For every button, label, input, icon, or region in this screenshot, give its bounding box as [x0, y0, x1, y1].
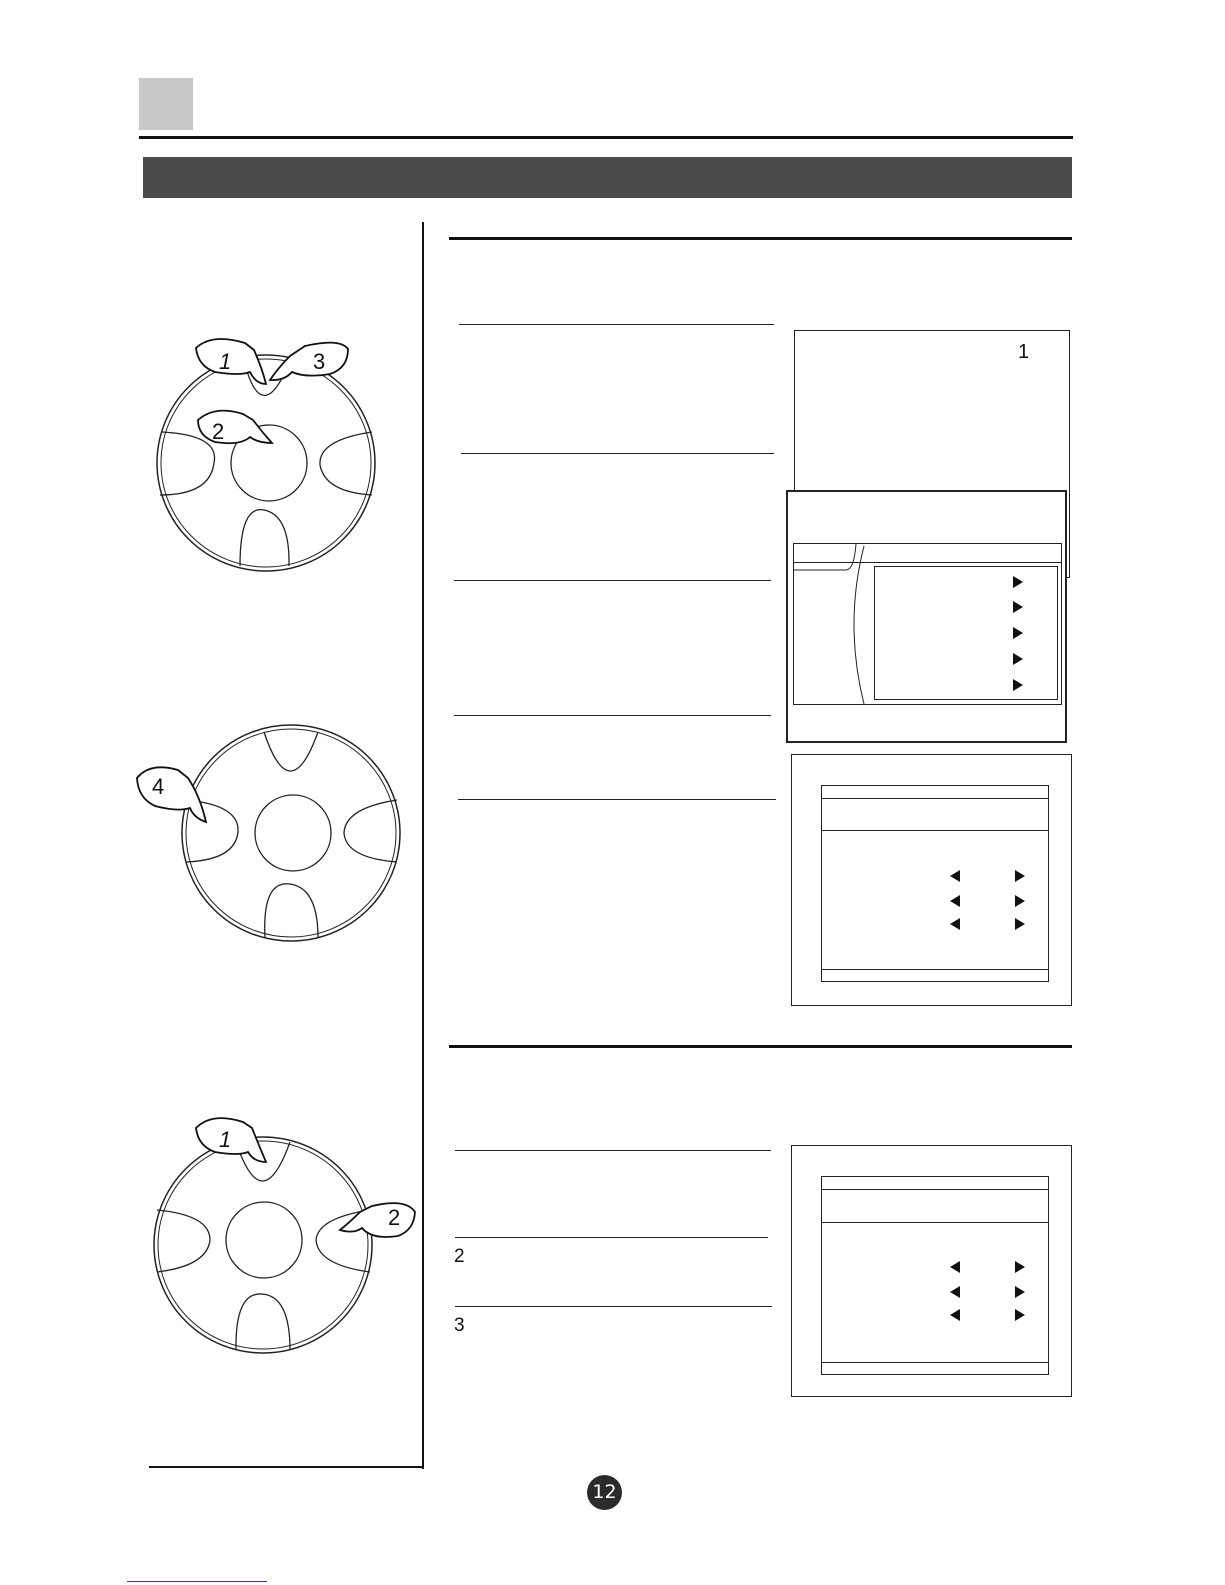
hand-pointer-icon — [340, 1203, 415, 1237]
hand-label: 4 — [152, 774, 165, 799]
page-number-badge: 12 — [587, 1475, 622, 1510]
panel-divider — [822, 1362, 1048, 1363]
right-arrow-icon[interactable] — [1015, 870, 1025, 882]
remote-diagram-1 — [150, 330, 390, 580]
step-rule — [455, 1237, 768, 1238]
section-2-rule — [449, 1045, 1072, 1048]
right-arrow-icon[interactable] — [1015, 1309, 1025, 1321]
section-banner — [143, 157, 1072, 198]
remote-diagram-2 — [130, 720, 405, 950]
adjust-panel — [821, 785, 1049, 982]
footer-link-underline — [127, 1581, 267, 1582]
hand-label: 1 — [219, 349, 232, 374]
step-number: 3 — [454, 1315, 465, 1336]
left-arrow-icon[interactable] — [950, 918, 960, 930]
menu-tab-curve — [794, 544, 884, 706]
screen-number: 1 — [1018, 341, 1030, 363]
step-rule — [454, 715, 771, 716]
adjust-panel — [821, 1176, 1049, 1375]
hand-label: 2 — [212, 419, 225, 444]
menu-items-box — [874, 566, 1058, 700]
footer-left-rule — [149, 1466, 424, 1468]
remote-diagram-3 — [150, 1105, 420, 1375]
header-rule — [139, 136, 1073, 139]
step-rule — [461, 453, 774, 454]
column-divider — [422, 222, 424, 1469]
step-number: 2 — [454, 1246, 465, 1267]
right-arrow-icon[interactable] — [1015, 895, 1025, 907]
left-arrow-icon[interactable] — [950, 895, 960, 907]
left-arrow-icon[interactable] — [950, 1286, 960, 1298]
left-arrow-icon[interactable] — [950, 1309, 960, 1321]
right-arrow-icon[interactable] — [1013, 627, 1023, 639]
section-1-rule — [449, 237, 1072, 240]
panel-divider — [822, 1189, 1048, 1190]
right-arrow-icon[interactable] — [1015, 918, 1025, 930]
left-arrow-icon[interactable] — [950, 1261, 960, 1273]
right-arrow-icon[interactable] — [1013, 653, 1023, 665]
hand-label: 3 — [313, 349, 326, 374]
step-rule — [459, 324, 774, 325]
hand-label: 2 — [388, 1205, 401, 1230]
step-rule — [454, 580, 771, 581]
hand-label: 1 — [219, 1127, 232, 1152]
menu-panel — [793, 543, 1062, 705]
menu-screen — [786, 490, 1067, 743]
panel-divider — [822, 830, 1048, 831]
hand-pointer-icon — [270, 343, 348, 380]
panel-divider — [822, 798, 1048, 799]
step-rule — [455, 1306, 772, 1307]
left-arrow-icon[interactable] — [950, 870, 960, 882]
tv-screen — [791, 754, 1072, 1006]
right-arrow-icon[interactable] — [1015, 1286, 1025, 1298]
right-arrow-icon[interactable] — [1015, 1261, 1025, 1273]
hand-pointer-icon — [137, 767, 206, 822]
right-arrow-icon[interactable] — [1013, 601, 1023, 613]
panel-divider — [822, 1222, 1048, 1223]
step-rule — [458, 799, 776, 800]
tv-screen — [791, 1145, 1072, 1397]
right-arrow-icon[interactable] — [1013, 679, 1023, 691]
right-arrow-icon[interactable] — [1013, 576, 1023, 588]
panel-divider — [822, 969, 1048, 970]
section-marker-square — [139, 78, 193, 130]
hand-pointer-icon — [198, 411, 272, 444]
step-rule — [455, 1150, 771, 1151]
